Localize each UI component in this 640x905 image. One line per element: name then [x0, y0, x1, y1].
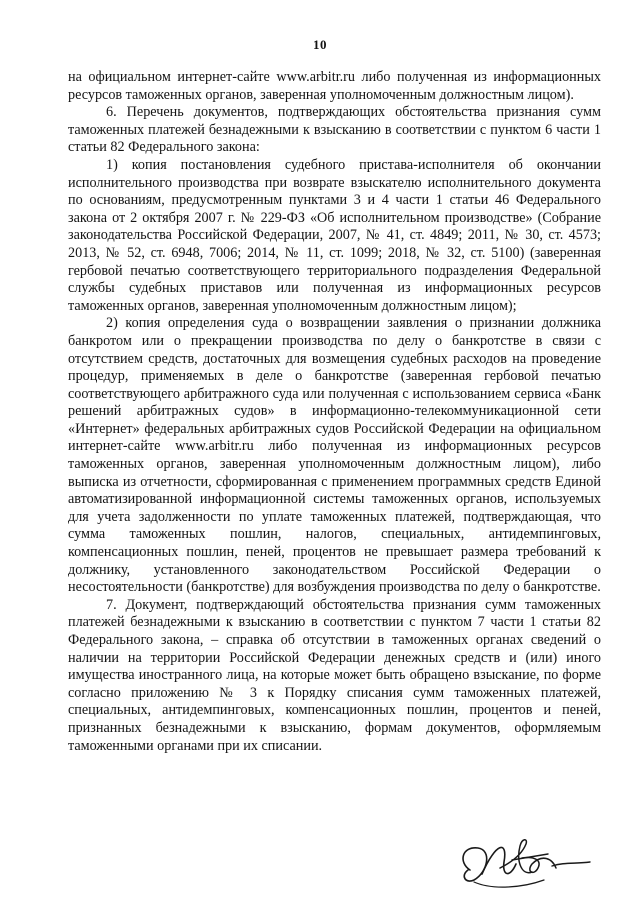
- paragraph-subitem-2: 2) копия определения суда о возвращении заявления о признании должника банкротом или о прекращении производства по делу о банкротстве в связи с отсутствием средств, достаточных для возмещения судебных расходов на проведение процедур, применяемых в деле о банкротстве (заверенная гербовой печатью соответствующего арбитражного суда или полученная с использованием сервиса «Банк решений арбитражных судов» в информационно-телекоммуникационной сети «Интернет» федеральных арбитражных судов Российской Федерации на официальном интернет-сайте www.arbitr.ru либо полученная из информационных ресурсов таможенных органов, заверенная уполномоченным должностным лицом), либо выписка из отчетности, сформированная с применением программных средств Единой автоматизированной информационной системы таможенных органов, используемых для учета задолженности по уплате таможенных платежей, подтверждающая, что сумма таможенных пошлин, налогов, специальных, антидемпинговых, компенсационных пошлин, пеней, процентов не превышает размера требований к должнику, установленного законодательством Российской Федерации о несостоятельности (банкротстве) для возбуждения производства по делу о банкротстве.: [68, 315, 601, 596]
- paragraph-item-7: 7. Документ, подтверждающий обстоятельства признания сумм таможенных платежей безнадежными к взысканию в соответствии с пунктом 7 части 1 статьи 82 Федерального закона, – справка об отсутствии в таможенных органах сведений о наличии на территории Российской Федерации денежных средств и (или) иного имущества иностранного лица, на которые может быть обращено взыскание, по форме согласно приложению № 3 к Порядку списания сумм таможенных платежей, специальных, антидемпинговых, компенсационных пошлин, процентов и пеней, признанных безнадежными к взысканию, формам документов, оформляемым таможенными органами при их списании.: [68, 596, 601, 754]
- body-text: [68, 69, 601, 755]
- paragraph-subitem-1: 1) копия постановления судебного пристава-исполнителя об окончании исполнительного производства при возврате взыскателю исполнительного документа по основаниям, предусмотренным пунктами 3 и 4 части 1 статьи 46 Федерального закона от 2 октября 2007 г. № 229-ФЗ «Об исполнительном производстве» (Собрание законодательства Российской Федерации, 2007, № 41, ст. 4849; 2011, № 30, ст. 4573; 2013, № 52, ст. 6948, 7006; 2014, № 11, ст. 1099; 2018, № 32, ст. 5100) (заверенная гербовой печатью соответствующего территориального подразделения Федеральной службы судебных приставов или полученная из информационных ресурсов таможенных органов, заверенная уполномоченным должностным лицом);: [68, 156, 601, 314]
- paragraph-continuation: на официальном интернет-сайте www.arbitr.ru либо полученная из информационных ресурсов таможенных органов, заверенная уполномоченным должностным лицом).: [68, 69, 601, 103]
- page-number: 10: [313, 37, 327, 52]
- paragraph-item-6: 6. Перечень документов, подтверждающих обстоятельства признания сумм таможенных платежей безнадежными к взысканию в соответствии с пунктом 6 части 1 статьи 82 Федерального закона:: [68, 104, 601, 156]
- handwritten-signature-icon: [452, 832, 602, 894]
